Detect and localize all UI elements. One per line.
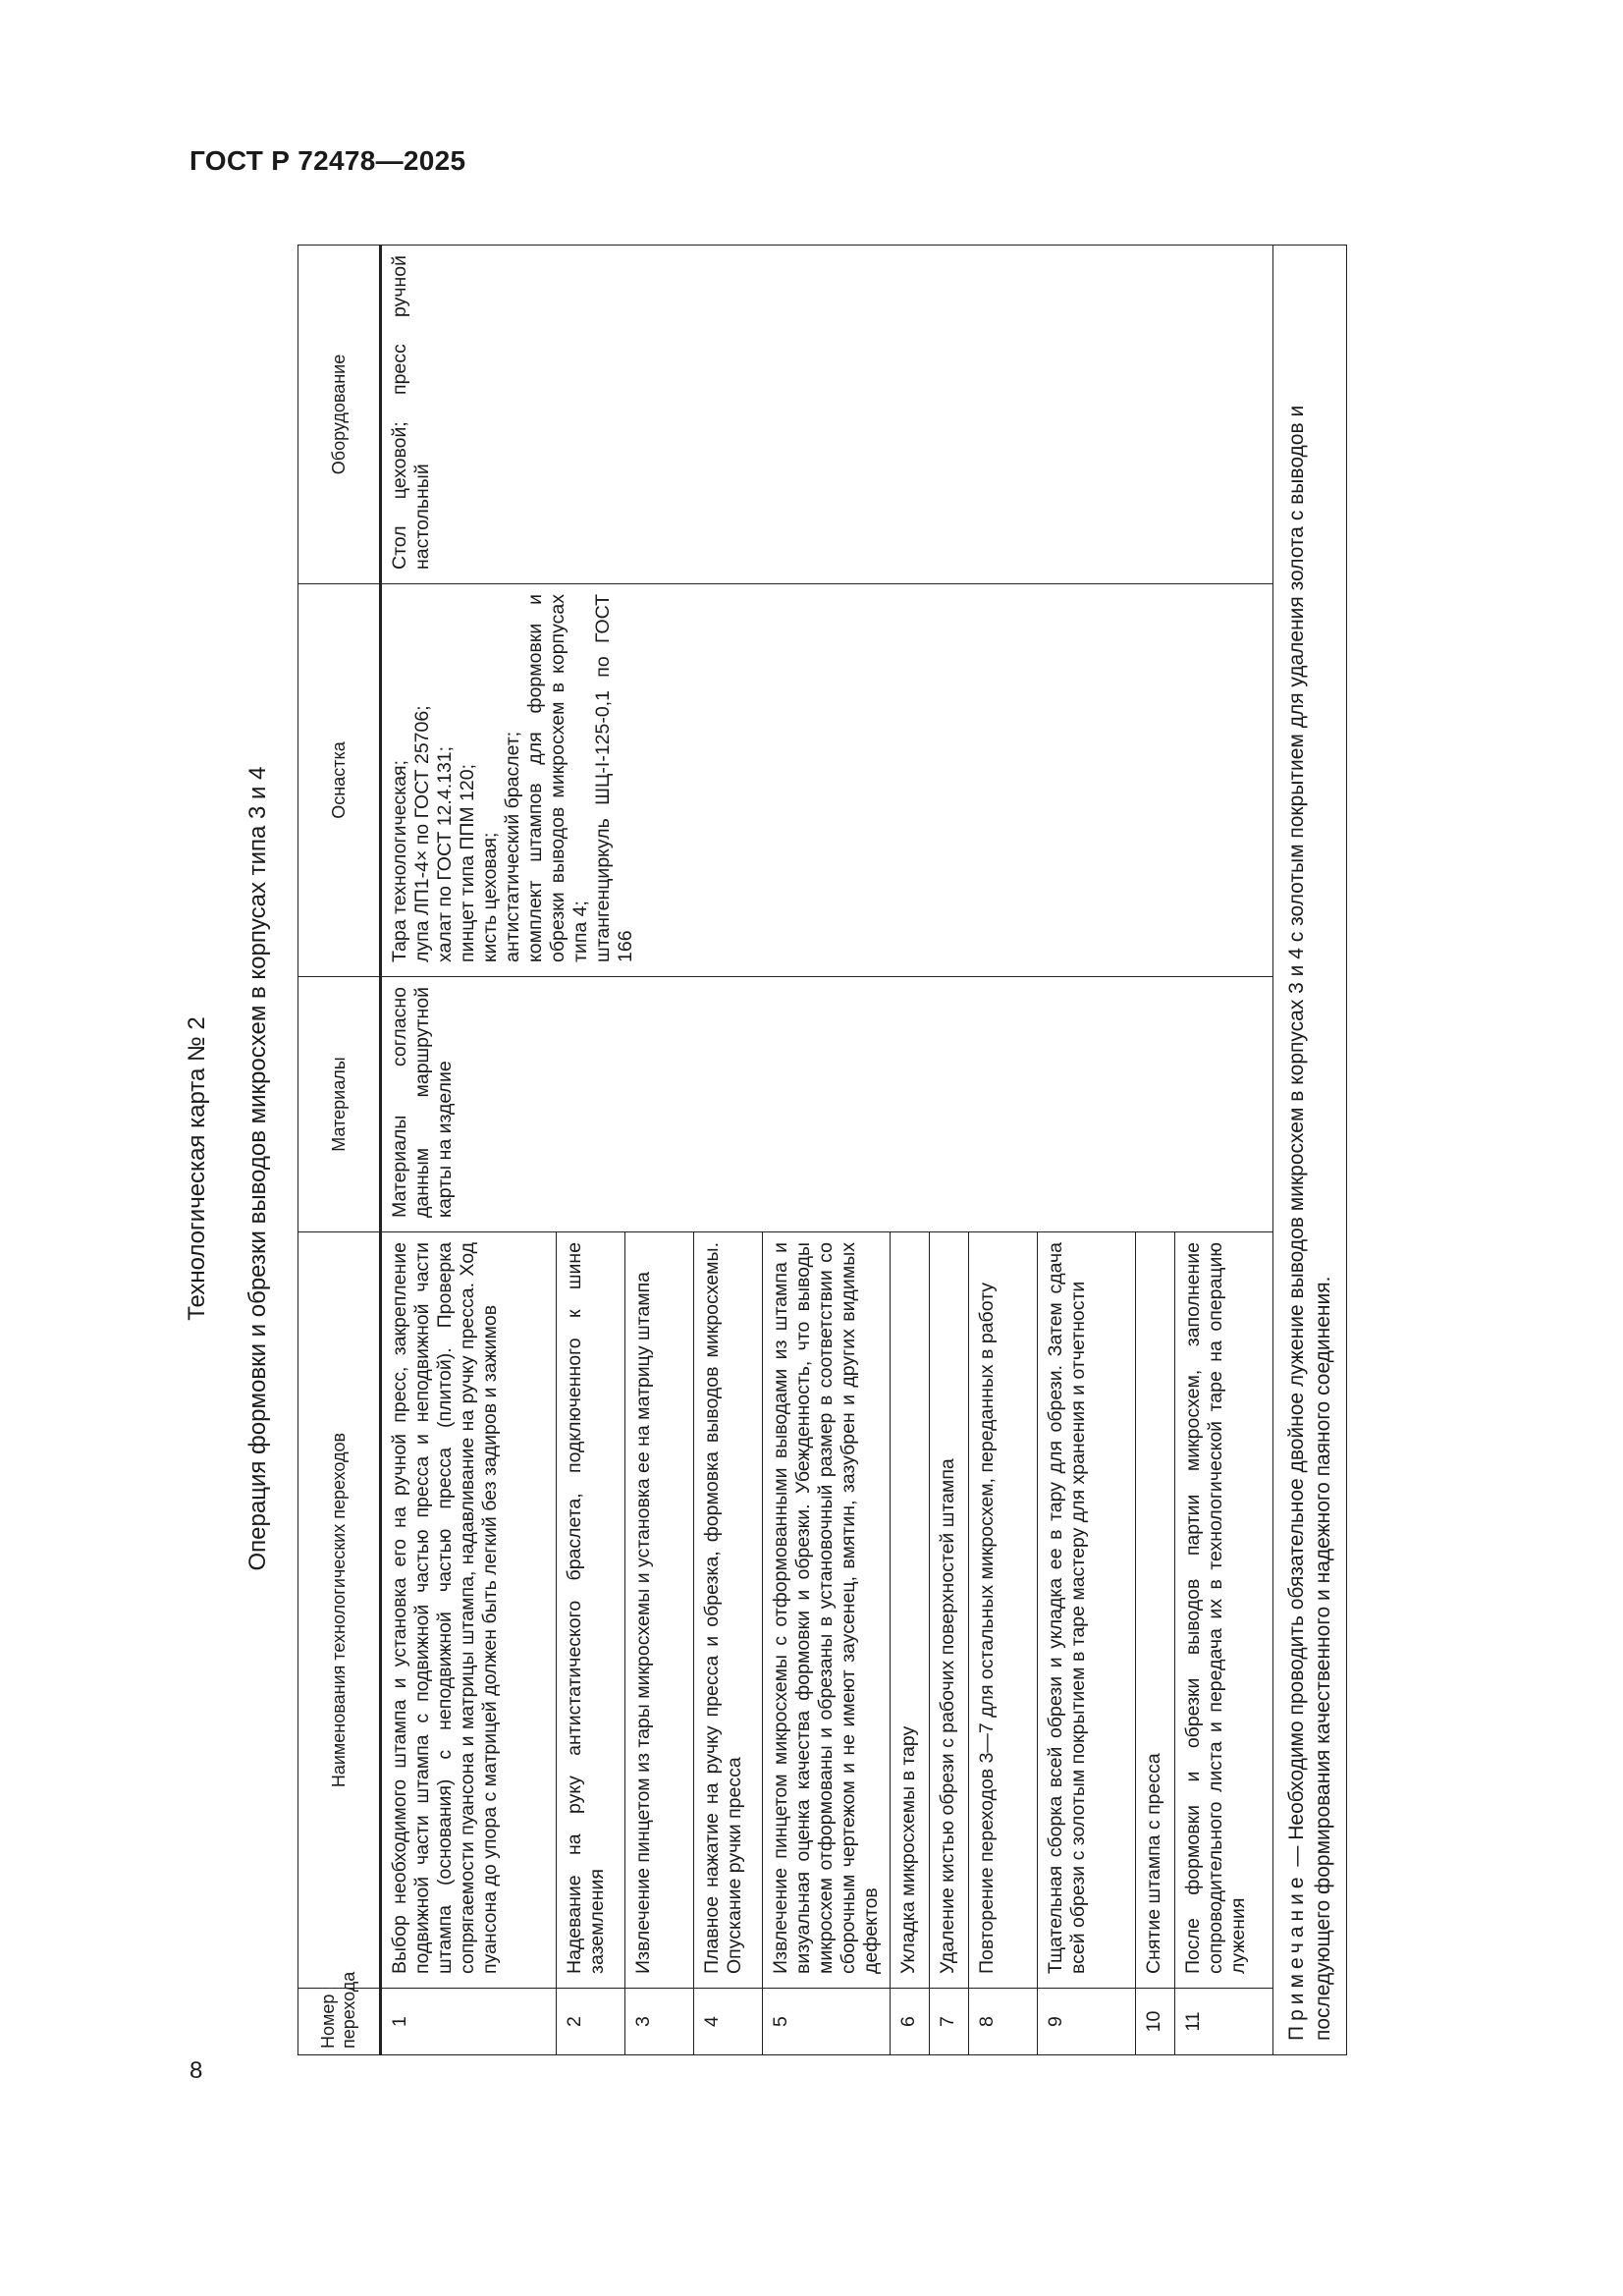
step-description: Тщательная сборка всей обрези и укладка ее в тару для обрези. Затем сдача всей обрези с золотым покрытием в таре мастеру для хранения и отчетности [1038, 1232, 1136, 1989]
tooling-item: лупа ЛП1-4× по ГОСТ 25706; [411, 705, 433, 962]
step-description: Укладка микросхемы в тару [891, 1232, 930, 1989]
document-header: ГОСТ Р 72478—2025 [189, 145, 466, 176]
tooling-item: кисть цеховая; [479, 832, 501, 962]
column-header-operations: Наименования технологических переходов [298, 1232, 381, 1989]
table-header-row [298, 246, 381, 2055]
tooling-cell [381, 584, 1273, 977]
note-text: — Необходимо проводить обязательное двойное лужение выводов микросхем в корпусах 3 и 4 с золотым покрытием для удаления золота с выводов и последующего формирования качественного и надежного паяного соединения. [1285, 405, 1334, 2041]
equipment-cell: Стол цеховой; пресс ручной настольный [381, 246, 1273, 584]
column-header-tooling: Оснастка [298, 584, 381, 977]
landscape-content [182, 246, 1517, 2092]
tooling-item: пинцет типа ППМ 120; [457, 763, 478, 962]
materials-cell: Материалы согласно данным маршрутной карты на изделие [381, 977, 1273, 1232]
page-number: 8 [189, 2057, 203, 2084]
step-description: Извлечение пинцетом из тары микросхемы и установка ее на матрицу штампа [625, 1232, 694, 1989]
step-number: 7 [930, 1989, 969, 2055]
step-number: 11 [1175, 1989, 1273, 2055]
tooling-item: халат по ГОСТ 12.4.131; [434, 745, 456, 962]
column-header-materials: Материалы [298, 977, 381, 1232]
tooling-item: антистатический браслет; [502, 731, 523, 962]
note-label: Примечание [1285, 1872, 1308, 2041]
step-description: Надевание на руку антистатического браслета, подключенного к шине заземления [557, 1232, 625, 1989]
step-description: Повторение переходов 3—7 для остальных микросхем, переданных в работу [969, 1232, 1038, 1989]
step-description: Плавное нажатие на ручку пресса и обрезка, формовка выводов микросхемы. Опускание ручки пресса [694, 1232, 763, 1989]
step-number: 8 [969, 1989, 1038, 2055]
table-note [1273, 246, 1347, 2055]
card-title: Технологическая карта № 2 [184, 1016, 210, 1321]
technology-card-table [298, 245, 1347, 2055]
step-description: После формовки и обрезки выводов партии микросхем, заполнение сопроводительного листа и передача их в технологической таре на операцию лужения [1175, 1232, 1273, 1989]
tooling-item: комплект штампов для формовки и обрезки выводов микросхем в корпусах типа 4; [524, 594, 591, 962]
table-row [381, 246, 557, 2055]
step-description: Удаление кистью обрези с рабочих поверхностей штампа [930, 1232, 969, 1989]
step-number: 3 [625, 1989, 694, 2055]
tooling-item: Тара технологическая; [389, 759, 410, 962]
step-number: 6 [891, 1989, 930, 2055]
step-number: 9 [1038, 1989, 1136, 2055]
column-header-number: Номер перехода [298, 1989, 381, 2055]
step-number: 2 [557, 1989, 625, 2055]
tooling-item: штангенциркуль ШЦ-I-125-0,1 по ГОСТ 166 [592, 594, 636, 962]
step-description: Снятие штампа с пресса [1136, 1232, 1175, 1989]
note-row [1273, 246, 1347, 2055]
step-number: 1 [381, 1989, 557, 2055]
step-number: 4 [694, 1989, 763, 2055]
step-number: 5 [763, 1989, 891, 2055]
card-subtitle: Операция формовки и обрезки выводов микросхем в корпусах типа 3 и 4 [244, 766, 271, 1571]
column-header-equipment: Оборудование [298, 246, 381, 584]
step-number: 10 [1136, 1989, 1175, 2055]
step-description: Извлечение пинцетом микросхемы с отформованными выводами из штампа и визуальная оценка качества формовки и обрезки. Убежденность, что выводы микросхем отформованы и обрезаны в установочный размер в соответствии со сборочным чертежом и не имеют заусенец, вмятин, зазубрен и других видимых дефектов [763, 1232, 891, 1989]
step-description: Выбор необходимого штампа и установка его на ручной пресс, закрепление подвижной части штампа с подвижной частью пресса и неподвижной части штампа (основания) с неподвижной частью пресса (плитой). Проверка сопрягаемости пуансона и матрицы штампа, надавливание на ручку пресса. Ход пуансона до упора с матрицей должен быть легкий без задиров и зажимов [381, 1232, 557, 1989]
